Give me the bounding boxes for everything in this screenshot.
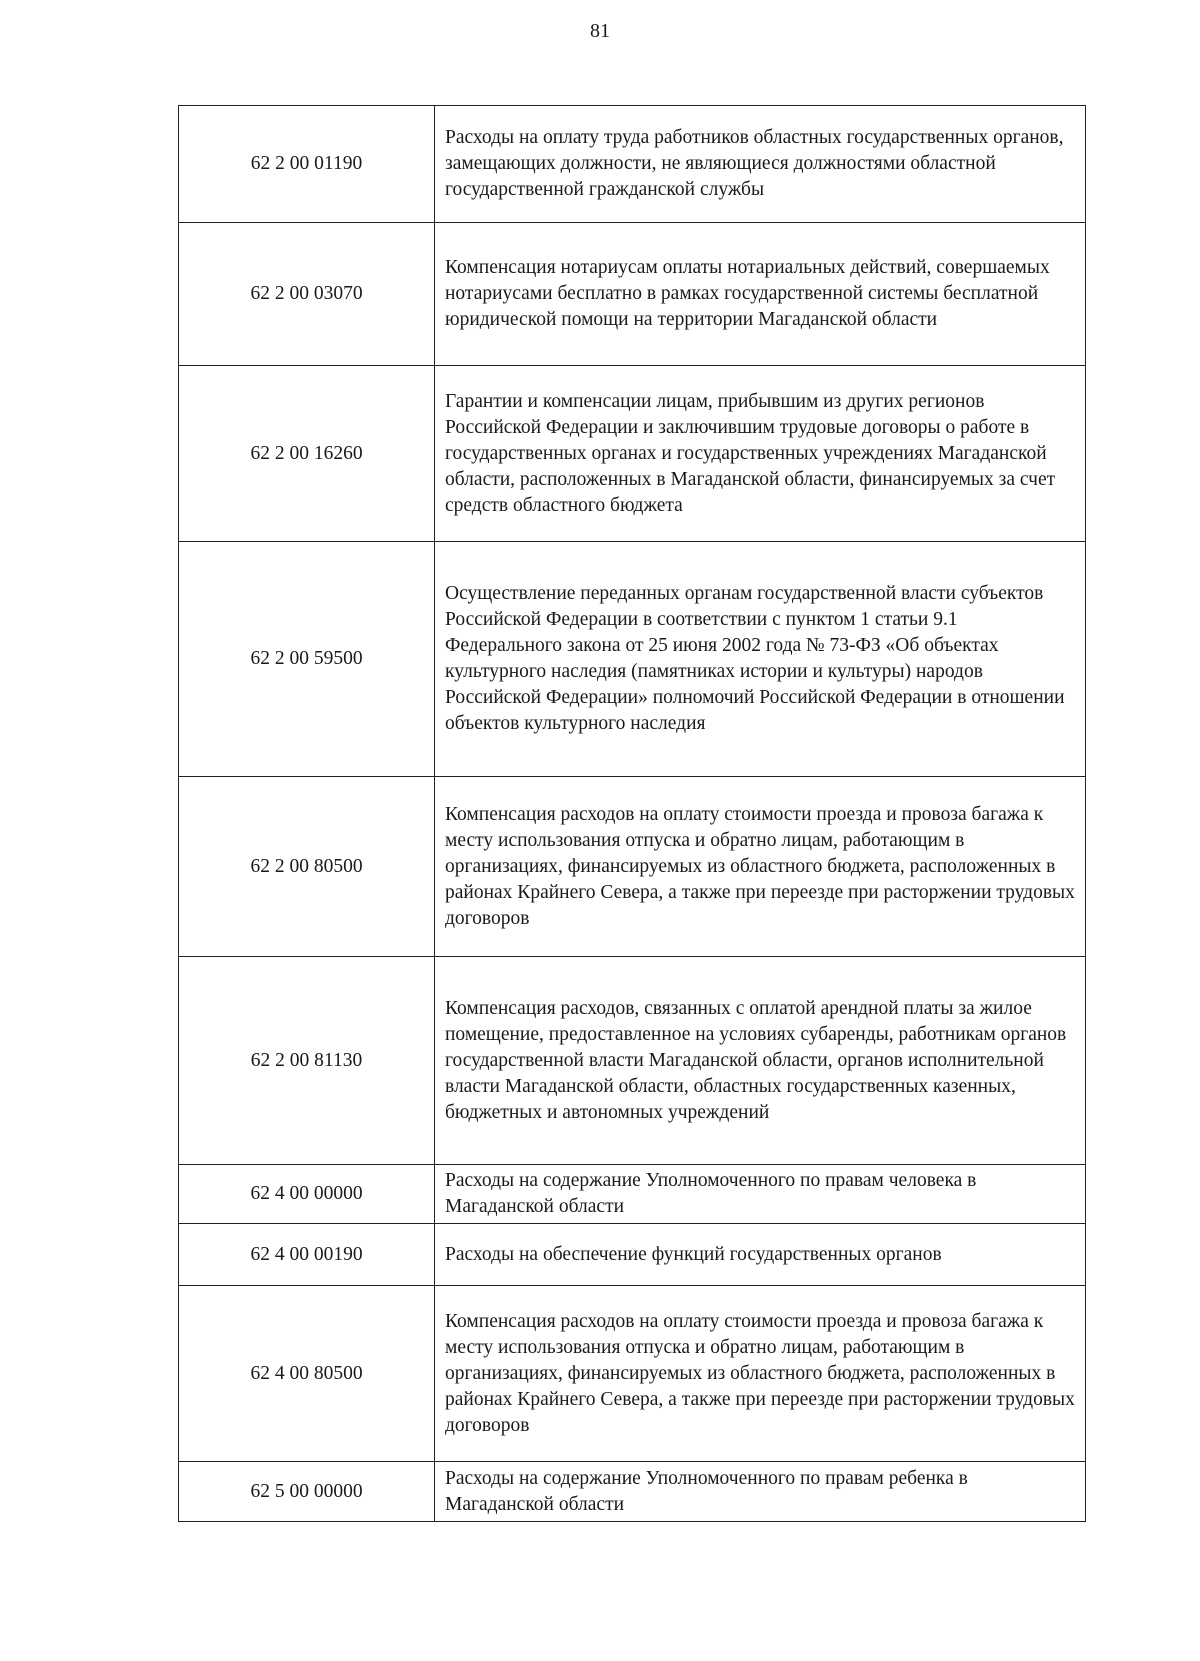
budget-code-cell: 62 2 00 16260	[179, 366, 435, 542]
expense-description-cell: Компенсация нотариусам оплаты нотариальных действий, совершаемых нотариусами бесплатно в рамках государственной системы бесплатной юридической помощи на территории Магаданской области	[435, 223, 1086, 366]
table-row	[179, 366, 1086, 542]
budget-code-cell: 62 2 00 81130	[179, 957, 435, 1165]
budget-classification-table	[178, 105, 1086, 1522]
table-row	[179, 1165, 1086, 1224]
expense-description-cell: Расходы на оплату труда работников областных государственных органов, замещающих должности, не являющиеся должностями областной государственной гражданской службы	[435, 106, 1086, 223]
budget-code-cell: 62 2 00 59500	[179, 542, 435, 777]
table-row	[179, 542, 1086, 777]
budget-code-cell: 62 5 00 00000	[179, 1462, 435, 1522]
budget-code-cell: 62 4 00 80500	[179, 1286, 435, 1462]
expense-description-cell: Компенсация расходов, связанных с оплатой арендной платы за жилое помещение, предоставленное на условиях субаренды, работникам органов государственной власти Магаданской области, органов исполнительной власти Магаданской области, областных государственных казенных, бюджетных и автономных учреждений	[435, 957, 1086, 1165]
table-row	[179, 1286, 1086, 1462]
table-row	[179, 1224, 1086, 1286]
budget-code-cell: 62 2 00 01190	[179, 106, 435, 223]
page-number: 81	[590, 20, 610, 42]
expense-description-cell: Осуществление переданных органам государственной власти субъектов Российской Федерации в соответствии с пунктом 1 статьи 9.1 Федерального закона от 25 июня 2002 года № 73-ФЗ «Об объектах культурного наследия (памятниках истории и культуры) народов Российской Федерации» полномочий Российской Федерации в отношении объектов культурного наследия	[435, 542, 1086, 777]
table-row	[179, 957, 1086, 1165]
table-row	[179, 223, 1086, 366]
budget-code-cell: 62 2 00 80500	[179, 777, 435, 957]
expense-description-cell: Расходы на содержание Уполномоченного по правам ребенка в Магаданской области	[435, 1462, 1086, 1522]
expense-description-cell: Компенсация расходов на оплату стоимости проезда и провоза багажа к месту использования отпуска и обратно лицам, работающим в организациях, финансируемых из областного бюджета, расположенных в районах Крайнего Севера, а также при переезде при расторжении трудовых договоров	[435, 777, 1086, 957]
expense-description-cell: Расходы на содержание Уполномоченного по правам человека в Магаданской области	[435, 1165, 1086, 1224]
expense-description-cell: Компенсация расходов на оплату стоимости проезда и провоза багажа к месту использования отпуска и обратно лицам, работающим в организациях, финансируемых из областного бюджета, расположенных в районах Крайнего Севера, а также при переезде при расторжении трудовых договоров	[435, 1286, 1086, 1462]
table-row	[179, 106, 1086, 223]
budget-code-cell: 62 2 00 03070	[179, 223, 435, 366]
budget-code-cell: 62 4 00 00000	[179, 1165, 435, 1224]
table-row	[179, 1462, 1086, 1522]
expense-description-cell: Гарантии и компенсации лицам, прибывшим из других регионов Российской Федерации и заключившим трудовые договоры о работе в государственных органах и государственных учреждениях Магаданской области, расположенных в Магаданской области, финансируемых за счет средств областного бюджета	[435, 366, 1086, 542]
budget-code-cell: 62 4 00 00190	[179, 1224, 435, 1286]
expense-description-cell: Расходы на обеспечение функций государственных органов	[435, 1224, 1086, 1286]
table-row	[179, 777, 1086, 957]
